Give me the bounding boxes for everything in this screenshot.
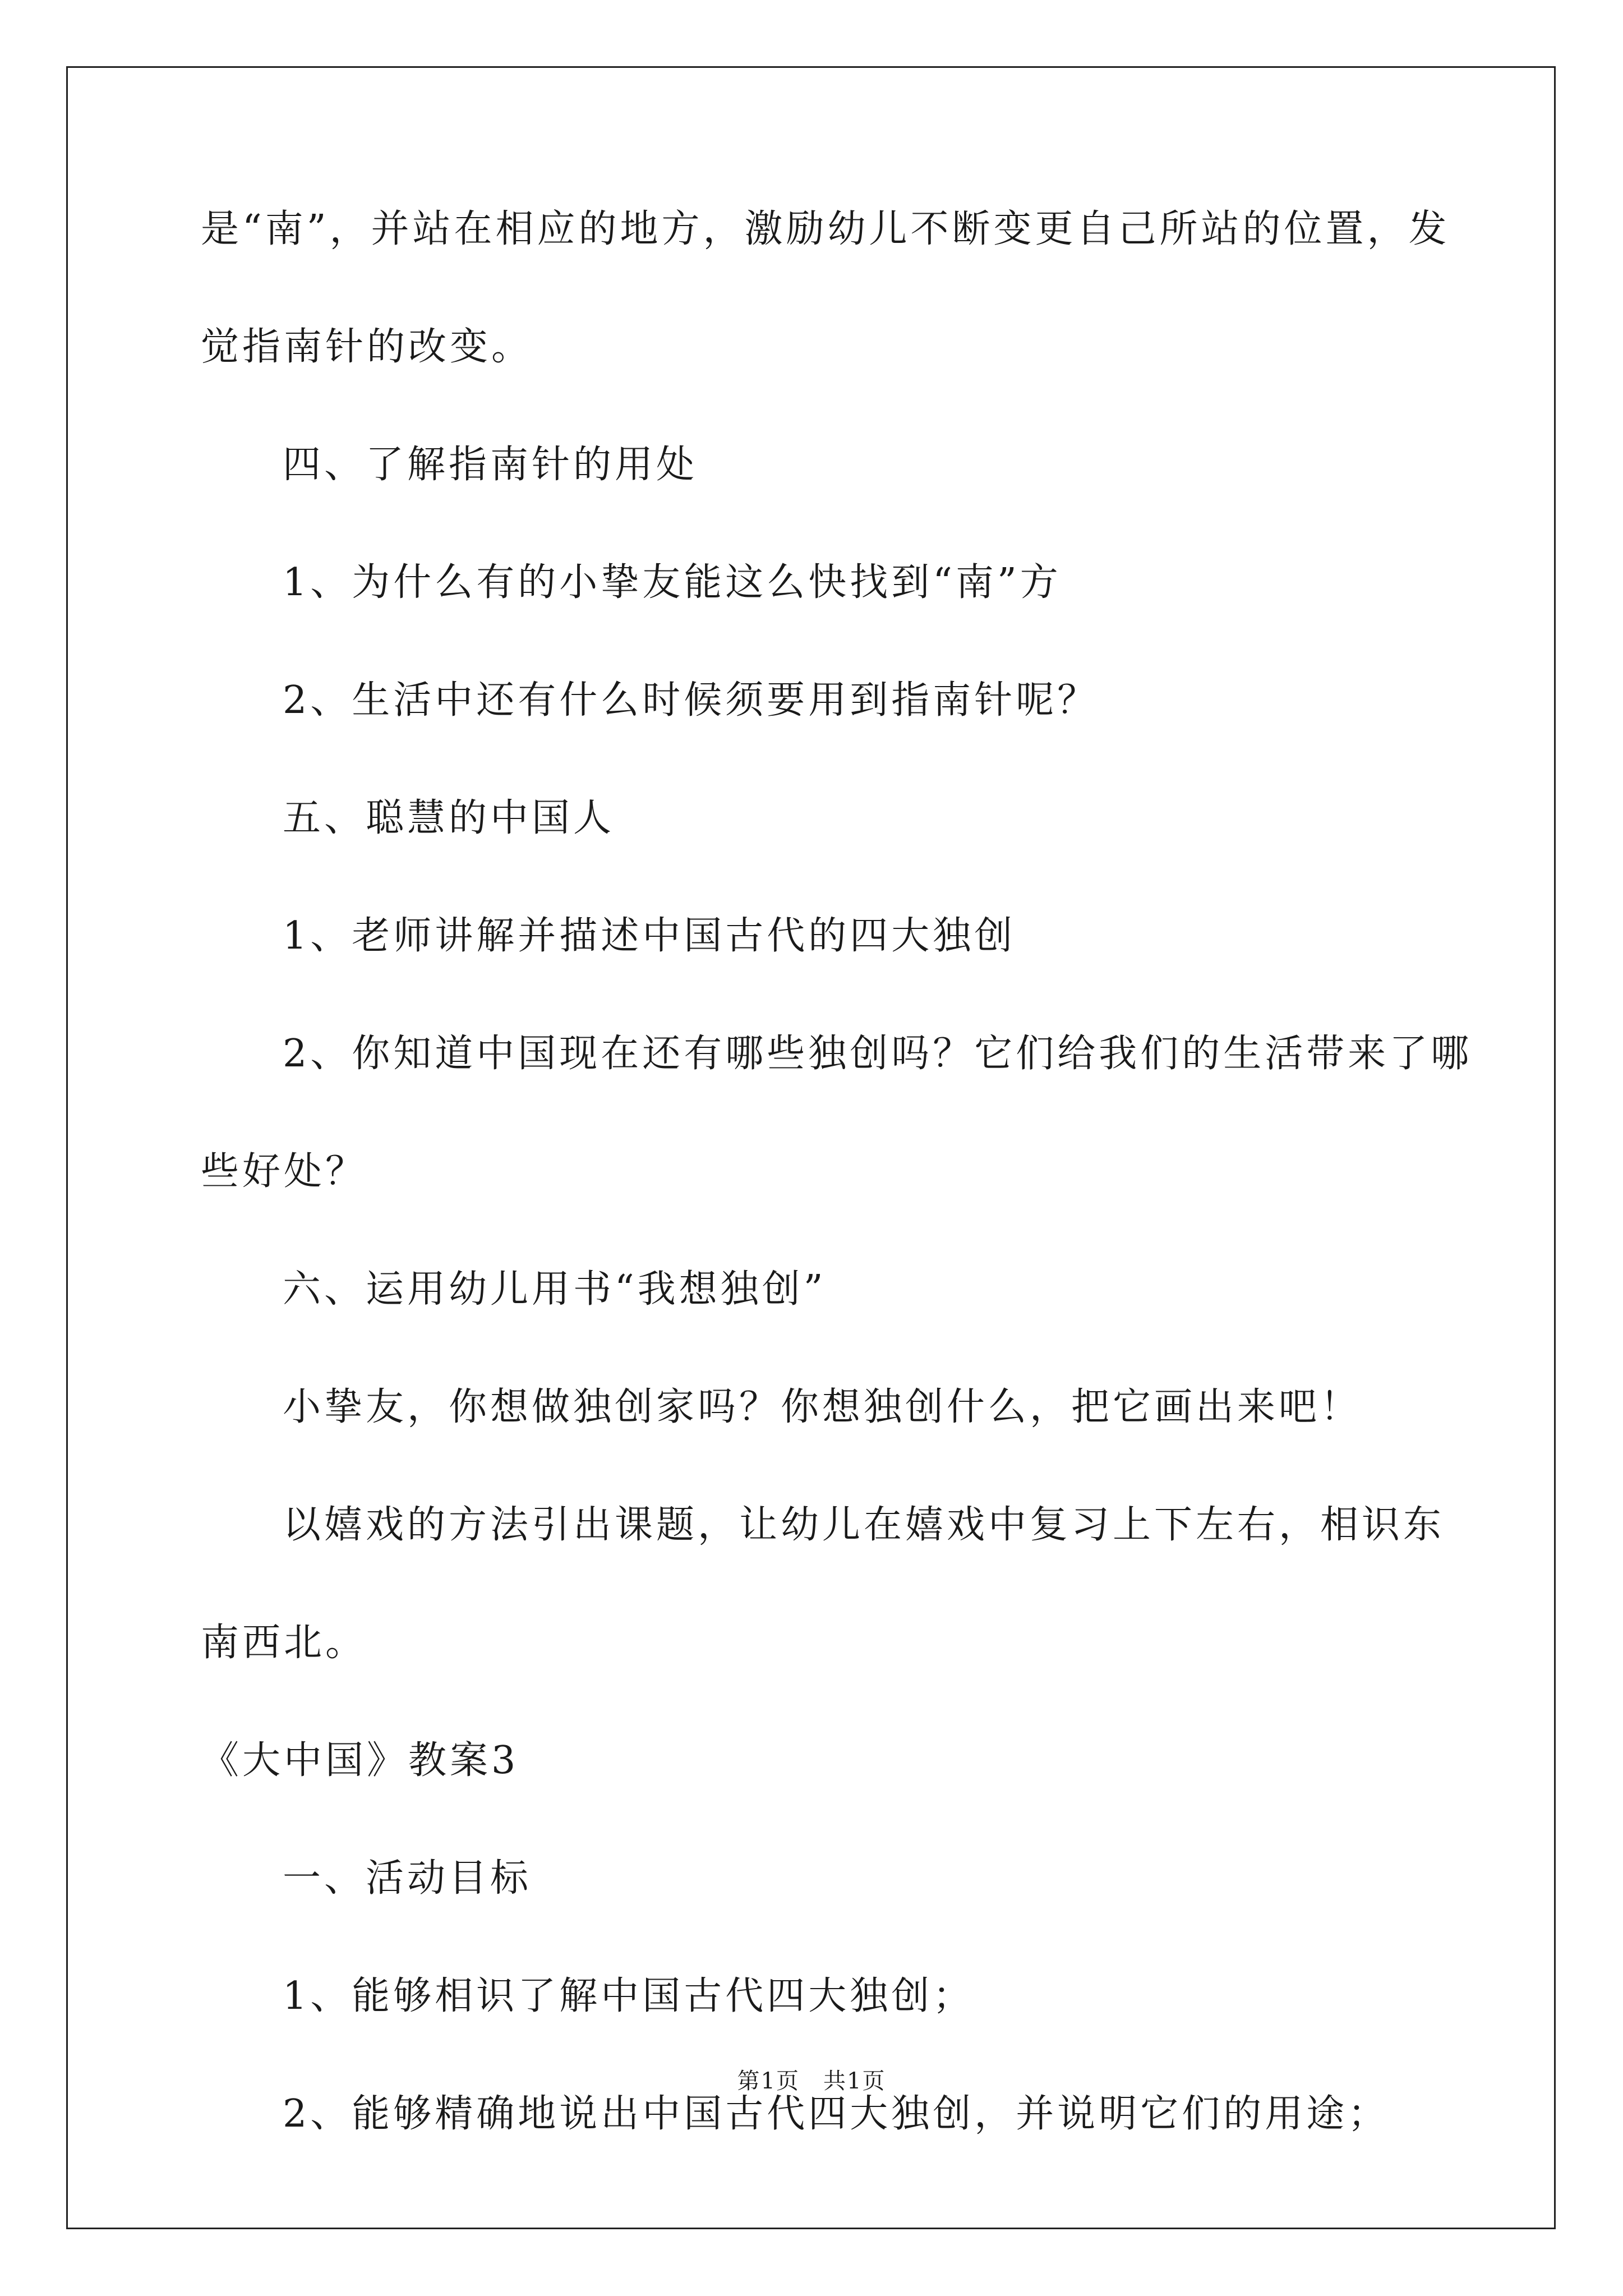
paragraph-line: 觉指南针的改变。: [201, 325, 533, 369]
paragraph-line: 是“南”，并站在相应的地方，激励幼儿不断变更自己所站的位置，发: [201, 207, 1450, 251]
paragraph-line: 以嬉戏的方法引出课题，让幼儿在嬉戏中复习上下左右，相识东: [283, 1503, 1445, 1547]
list-item: 2、能够精确地说出中国古代四大独创，并说明它们的用途；: [283, 2092, 1390, 2136]
document-title: 《大中国》教案3: [201, 1738, 519, 1783]
document-body: [201, 207, 1473, 2136]
paragraph-line: 些好处？: [201, 1149, 367, 1194]
paragraph-line: 南西北。: [201, 1621, 367, 1665]
list-item: 1、老师讲解并描述中国古代的四大独创: [283, 914, 1016, 958]
list-item: 1、能够相识了解中国古代四大独创；: [283, 1974, 975, 2018]
section-heading: 一、活动目标: [283, 1856, 532, 1901]
list-item: 2、生活中还有什么时候须要用到指南针呢？: [283, 678, 1099, 723]
section-heading: 四、了解指南针的用处: [283, 443, 698, 487]
list-item: 2、你知道中国现在还有哪些独创吗？它们给我们的生活带来了哪: [283, 1032, 1473, 1076]
list-item: 1、为什么有的小挚友能这么快找到“南”方: [283, 560, 1062, 605]
paragraph-line: 小挚友，你想做独创家吗？你想独创什么，把它画出来吧！: [283, 1385, 1362, 1429]
section-heading: 六、运用幼儿用书“我想独创”: [283, 1267, 827, 1312]
section-heading: 五、聪慧的中国人: [283, 796, 615, 840]
page-number-footer: 第1页 共1页: [737, 2068, 886, 2094]
